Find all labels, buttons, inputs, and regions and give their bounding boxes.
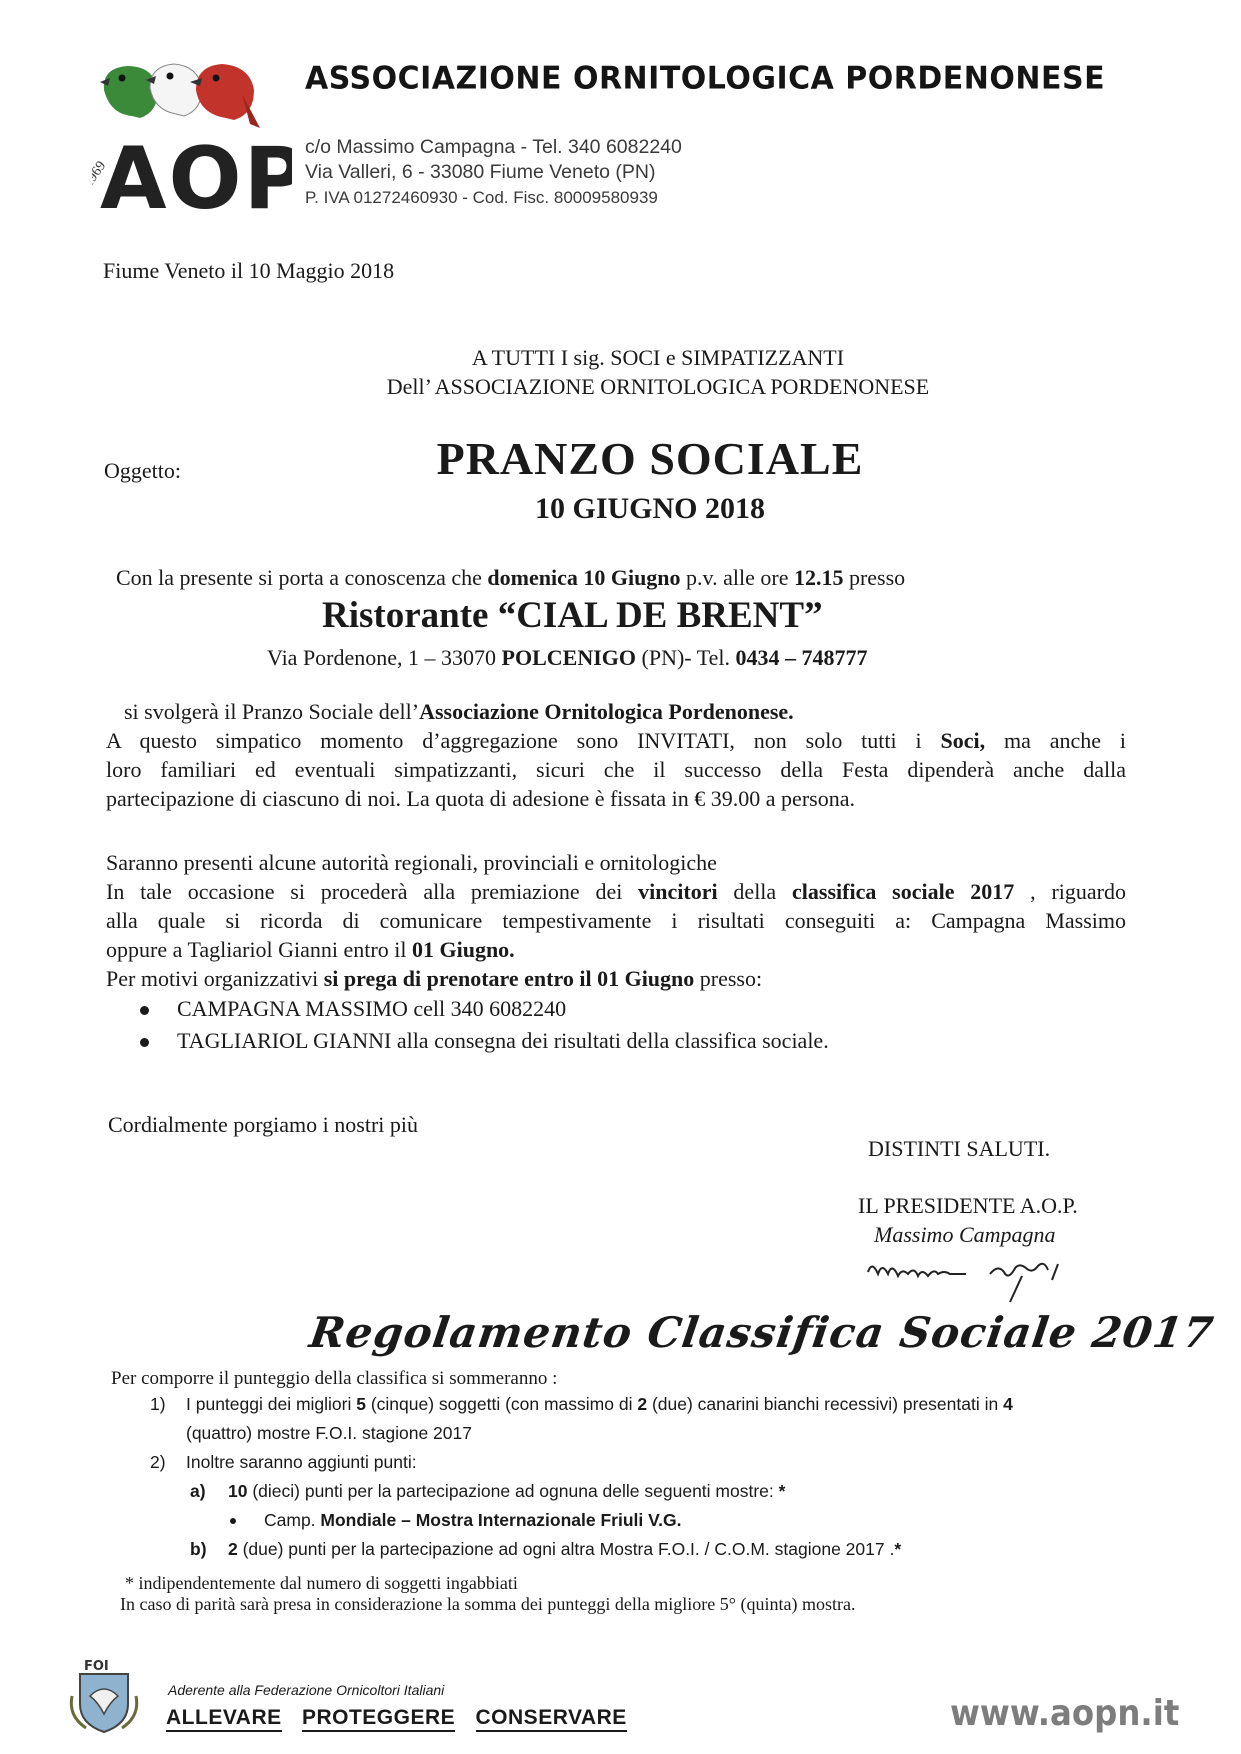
motto-word: CONSERVARE [476,1706,627,1732]
organization-name: ASSOCIAZIONE ORNITOLOGICA PORDENONESE [305,60,1106,97]
bullet-icon [140,1006,149,1015]
event-day: domenica 10 Giugno [487,565,681,590]
intro-line [116,565,905,591]
paragraph-line: loro familiari ed eventuali simpatizzanti, sicuri che il successo della Festa dipenderà anche dalla [106,757,1126,782]
paragraph-line: alla quale si ricorda di comunicare tempestivamente i risultati conseguiti a: Campagna Massimo [106,908,1126,933]
paragraph-line: partecipazione di ciascuno di noi. La quota di adesione è fissata in € 39.00 a persona. [106,786,855,811]
deadline: 01 Giugno. [411,937,515,962]
subitem-label: b) [190,1539,207,1559]
restaurant-address [267,645,868,671]
rules-item-2 [150,1448,1150,1477]
federation-membership: Aderente alla Federazione Ornicoltori Italiani [168,1682,445,1698]
foi-emblem [66,1656,142,1736]
svg-text:1969: 1969 [92,158,110,191]
text: Per motivi organizzativi [106,966,324,991]
birds-icon [92,60,292,215]
footnote-marker: * [894,1539,902,1559]
rules-list [150,1390,1150,1564]
paragraph-invitation [106,697,1126,813]
motto-word: ALLEVARE [166,1706,282,1732]
text: , riguardo [1014,879,1126,904]
text: (due) canarini bianchi recessivi) presentati in [647,1394,1004,1414]
text-bold: 4 [1003,1394,1013,1414]
item-number: 2) [150,1452,166,1472]
intro-text: presso [843,565,906,590]
text: ma anche i [985,728,1126,753]
subject-label: Oggetto: [104,458,181,483]
tax-line: P. IVA 01272460930 - Cod. Fisc. 80009580939 [305,188,658,207]
address-text: (PN)- Tel. [636,645,736,670]
intro-text: p.v. alle ore [680,565,794,590]
letterhead-address-block [305,135,682,210]
contact-line: c/o Massimo Campagna - Tel. 340 6082240 [305,136,682,158]
text: Inoltre saranno aggiunti punti: [186,1452,417,1472]
text-bold: Mondiale – Mostra Internazionale Friuli V.G. [320,1510,682,1530]
subject-date: 10 GIUGNO 2018 [534,492,765,525]
list-item [140,1025,829,1057]
addressee-line-2: Dell’ ASSOCIAZIONE ORNITOLOGICA PORDENONESE [386,374,930,399]
text-bold: vincitori [638,879,718,904]
rules-intro: Per comporre il punteggio della classifica si sommeranno : [111,1368,558,1389]
rules-item-1-continuation: (quattro) mostre F.O.I. stagione 2017 [186,1423,472,1443]
addressee-block [288,343,1028,401]
town: POLCENIGO [501,645,637,670]
svg-text:AOP: AOP [100,129,292,215]
booking-request: si prega di prenotare entro il 01 Giugno [323,966,695,991]
svg-text:FOI: FOI [84,1659,109,1674]
text: (cinque) soggetti (con massimo di [365,1394,638,1414]
paragraph-line [106,726,1126,755]
addressee-line-1: A TUTTI I sig. SOCI e SIMPATIZZANTI [471,345,845,370]
paragraph-line [106,877,1126,906]
address-text: Via Pordenone, 1 – 33070 [267,645,502,670]
rules-subitem-a [150,1477,1150,1506]
bullet-icon [140,1038,149,1047]
closing-salutation: DISTINTI SALUTI. [868,1136,1051,1161]
bullet-icon [230,1518,236,1524]
handwritten-signature [862,1250,1082,1310]
paragraph-line [106,697,1126,726]
foi-shield-icon [66,1656,142,1736]
closing-line: Cordialmente porgiamo i nostri più [108,1112,418,1137]
text: I punteggi dei migliori [186,1394,357,1414]
address-line: Via Valleri, 6 - 33080 Fiume Veneto (PN) [305,161,656,183]
event-time: 12.15 [793,565,844,590]
rules-subitem-b [150,1535,1150,1564]
text-bold: 2 [637,1394,648,1414]
text-bold: classifica sociale 2017 [792,879,1015,904]
list-item-text: CAMPAGNA MASSIMO cell 340 6082240 [177,996,567,1021]
letter-date: Fiume Veneto il 10 Maggio 2018 [103,258,395,283]
motto-word: PROTEGGERE [302,1706,455,1732]
soci-word: Soci, [940,728,986,753]
text: A questo simpatico momento d’aggregazione sono INVITATI, non solo tutti i [106,728,941,753]
booking-contacts-list [140,993,829,1057]
subitem-label: a) [190,1481,206,1501]
text: della [717,879,793,904]
paragraph-line [106,935,1126,964]
restaurant-phone: 0434 – 748777 [735,645,868,670]
text: si svolgerà il Pranzo Sociale dell’ [124,699,420,724]
text: (dieci) punti per la partecipazione ad ognuna delle seguenti mostre: [247,1481,779,1501]
text: oppure a Tagliariol Gianni entro il [106,937,412,962]
rules-tiebreak-note: In caso di parità sarà presa in considerazione la somma dei punteggi della migliore 5° (quinta) mostra. [120,1594,856,1614]
signatory-title: IL PRESIDENTE A.O.P. [858,1193,1078,1218]
website-link[interactable]: www.aopn.it [950,1693,1180,1734]
text: (due) punti per la partecipazione ad ogni altra Mostra F.O.I. / C.O.M. stagione 2017 . [237,1539,895,1559]
paragraph-awards [106,848,1126,993]
subject-title: PRANZO SOCIALE [436,433,864,484]
association-name: Associazione Ornitologica Pordenonese. [419,699,794,724]
rules-item-1 [150,1390,1150,1419]
text-bold: 2 [228,1539,238,1559]
rules-footnote: * indipendentemente dal numero di soggetti ingabbiati [125,1573,518,1593]
rules-subitem-a-bullet [150,1506,1150,1535]
list-item-text: TAGLIARIOL GIANNI alla consegna dei risultati della classifica sociale. [177,1028,829,1053]
rules-title: Regolamento Classifica Sociale 2017 [306,1308,1217,1357]
paragraph-line: Saranno presenti alcune autorità regionali, provinciali e ornitologiche [106,850,717,875]
restaurant-name: Ristorante “CIAL DE BRENT” [322,595,823,636]
intro-text: Con la presente si porta a conoscenza che [116,565,488,590]
list-item [140,993,829,1025]
text: Camp. [264,1510,321,1530]
item-number: 1) [150,1394,166,1414]
footnote-marker: * [778,1481,786,1501]
text-bold: 10 [228,1481,248,1501]
text-bold: 5 [356,1394,366,1414]
signatory-name: Massimo Campagna [874,1222,1056,1247]
paragraph-line [106,964,1126,993]
motto [166,1706,641,1730]
aop-logo [92,60,292,215]
text: In tale occasione si procederà alla premiazione dei [106,879,639,904]
text: presso: [694,966,763,991]
